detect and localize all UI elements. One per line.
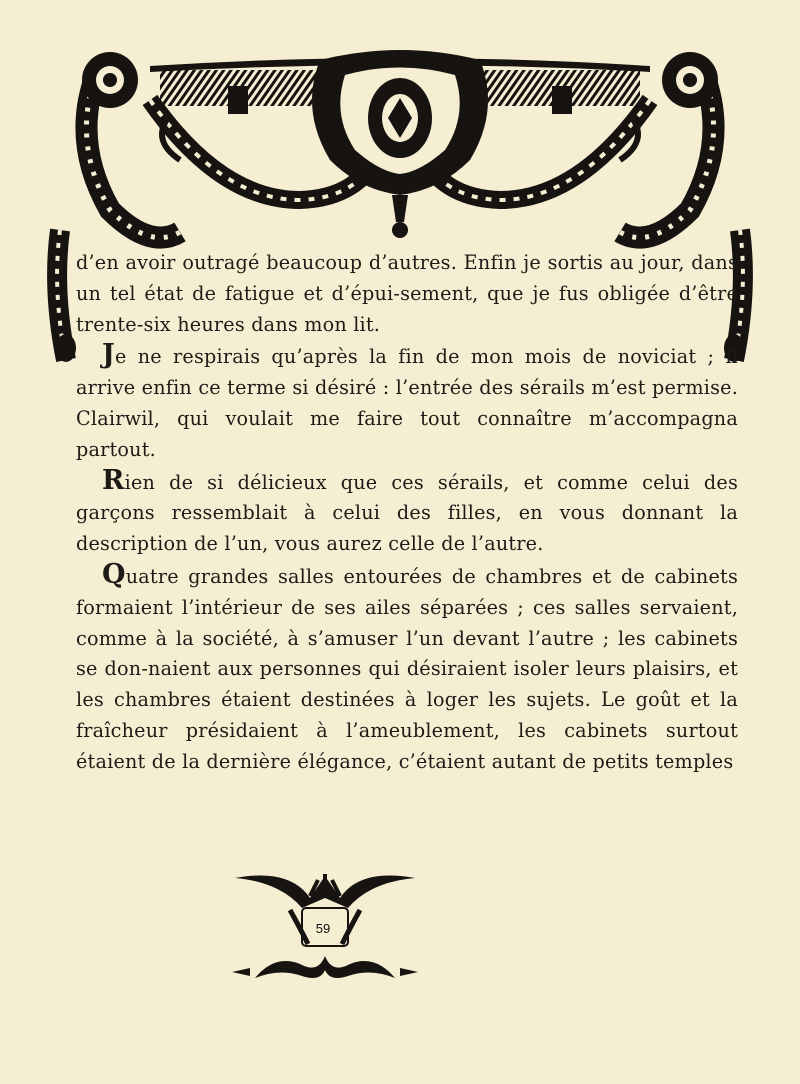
paragraph-text: d’en avoir outragé beaucoup d’autres. Enfin je sortis au jour, dans un tel état de fatigue et d’épui-sement, que je fus obligée d’être trente-six heures dans mon lit. (76, 251, 738, 336)
paragraph (76, 466, 738, 560)
paragraph (76, 340, 738, 465)
paragraph-text: ien de si délicieux que ces sérails, et comme celui des garçons ressemblait à celui des filles, en vous donnant la description de l’un, vous aurez celle de l’autre. (76, 470, 738, 556)
initial-letter: J (102, 339, 115, 371)
initial-letter: Q (102, 558, 126, 590)
body-text (76, 248, 738, 778)
paragraph (76, 560, 738, 778)
paragraph-text: uatre grandes salles entourées de chambres et de cabinets formaient l’intérieur de ses ailes séparées ; ces salles servaient, comme à la société, à s’amuser l’un devant l’autre ; les cabinets se don-naient aux personnes qui désiraient isoler leurs plaisirs, et les chambres étaient destinées à loger les sujets. Le goût et la fraîcheur présidaient à l’ameublement, les cabinets surtout étaient de la dernière élégance, c’étaient autant de petits temples (76, 564, 738, 773)
initial-letter: R (102, 464, 125, 496)
paragraph (76, 248, 738, 340)
paragraph-text: e ne respirais qu’après la fin de mon mois de noviciat ; il arrive enfin ce terme si désiré : l’entrée des sérails m’est permise. Clairwil, qui voulait me faire tout connaître m’accompagna partout. (76, 345, 738, 461)
page-number: 59 (315, 921, 331, 936)
